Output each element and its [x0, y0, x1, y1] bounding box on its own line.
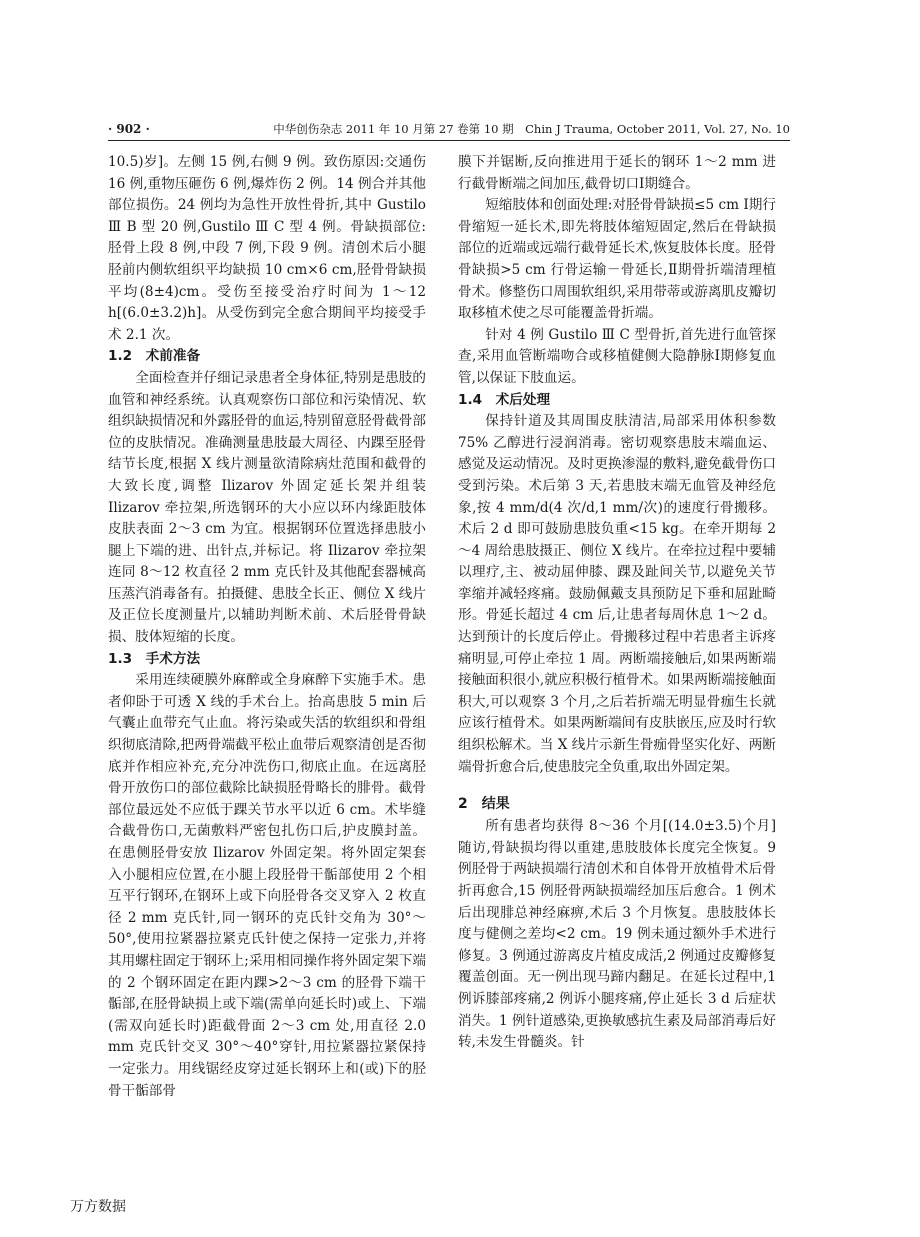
- section-heading-1-2: 1.2 术前准备: [108, 348, 201, 365]
- intro-paragraph: 10.5)岁]。左侧 15 例,右侧 9 例。致伤原因:交通伤 16 例,重物压砸伤 6 例,爆炸伤 2 例。14 例合并其他部位损伤。24 例均为急性开放性骨折,其中 Gustilo Ⅲ B 型 20 例,Gustilo Ⅲ C 型 4 例。骨缺损部位:胫骨上段 8 例,中段 7 例,下段 9 例。清创术后小腿胫前内侧软组织平均缺损 10 cm×6 cm,胫骨骨缺损平均(8±4)cm。受伤至接受治疗时间为 1～12 h[(6.0±3.2)h]。从受伤到完全愈合期间平均接受手术 2.1 次。: [108, 154, 426, 343]
- page-number: · 902 ·: [108, 122, 150, 136]
- running-header: [108, 118, 790, 142]
- section-1-4-body: 保持针道及其周围皮肤清洁,局部采用体积参数 75% 乙醇进行浸润消毒。密切观察患肢末端血运、感觉及运动情况。及时更换渗湿的敷料,避免截骨伤口受到污染。术后第 3 天,若患肢末端无血管及神经危象,按 4 mm/d(4 次/d,1 mm/次)的速度行骨搬移。术后 2 d 即可鼓励患肢负重<15 kg。在牵开期每 2～4 周给患肢摄正、侧位 X 线片。在牵拉过程中要辅以理疗,主、被动屈伸膝、踝及趾间关节,以避免关节挛缩并减轻疼痛。鼓励佩戴支具预防足下垂和屈趾畸形。骨延长超过 4 cm 后,让患者每周休息 1～2 d。达到预计的长度后停止。骨搬移过程中若患者主诉疼痛明显,可停止牵拉 1 周。两断端接触后,如果两断端接触面积很小,就应积极行植骨术。如果两断端接触面积大,可以观察 3 个月,之后若折端无明显骨痂生长就应该行植骨术。如果两断端间有皮肤嵌压,应及时行软组织松解术。当 X 线片示新生骨痂骨坚实化好、两断端骨折愈合后,使患肢完全负重,取出外固定架。: [458, 413, 776, 775]
- section-heading-2-results: 2 结果: [458, 796, 510, 813]
- shortening-paragraph: 短缩肢体和创面处理:对胫骨骨缺损≤5 cm Ⅰ期行骨缩短一延长术,即先将肢体缩短固定,然后在骨缺损部位的近端或远端行截骨延长术,恢复肢体长度。胫骨骨缺损>5 cm 行骨运输－骨延长,Ⅱ期骨折端清理植骨术。修整伤口周围软组织,采用带蒂或游离肌皮瓣切取移植术使之尽可能覆盖骨折端。: [458, 197, 776, 322]
- section-heading-1-3: 1.3 手术方法: [108, 650, 201, 667]
- section-2-body: 所有患者均获得 8～36 个月[(14.0±3.5)个月]随访,骨缺损均得以重建,患肢肢体长度完全恢复。9 例胫骨于两缺损端行清创术和自体骨开放植骨术后骨折再愈合,15 例胫骨两缺损端经加压后愈合。1 例术后出现腓总神经麻痹,术后 3 个月恢复。患肢肢体长度与健侧之差均<2 cm。19 例未通过额外手术进行修复。3 例通过游离皮片植皮成活,2 例通过皮瓣修复覆盖创面。无一例出现马蹄内翻足。在延长过程中,1 例诉膝部疼痛,2 例诉小腿疼痛,停止延长 3 d 后症状消失。1 例针道感染,更换敏感抗生素及局部消毒后好转,未发生骨髓炎。针: [458, 818, 776, 1051]
- section-1-2-body: 全面检查并仔细记录患者全身体征,特别是患肢的血管和神经系统。认真观察伤口部位和污染情况、软组织缺损情况和外露胫骨的血运,特别留意胫骨截骨部位的皮肤情况。准确测量患肢最大周径、内踝至胫骨结节长度,根据 X 线片测量欲清除病灶范围和截骨的大致长度,调整 Ilizarov 外固定延长架并组装 Ilizarov 牵拉架,所选钢环的大小应以环内缘距肢体皮肤表面 2～3 cm 为宜。根据钢环位置选择患肢小腿上下端的进、出针点,并标记。将 Ilizarov 牵拉架连同 8～12 枚直径 2 mm 克氏针及其他配套器械高压蒸汽消毒备有。拍摄健、患肢全长正、侧位 X 线片及正位长度测量片,以辅助判断术前、术后胫骨骨缺损、肢体短缩的长度。: [108, 369, 426, 646]
- section-1-3-body: 采用连续硬膜外麻醉或全身麻醉下实施手术。患者仰卧于可透 X 线的手术台上。抬高患肢 5 min 后气囊止血带充气止血。将污染或失活的软组织和骨组织彻底清除,把两骨端截平松止血带后观察清创是否彻底并作相应补充,充分冲洗伤口,彻底止血。在远离胫骨开放伤口的部位截除比缺损胫骨略长的腓骨。截骨部位最远处不应低于踝关节水平以近 6 cm。术毕缝合截骨伤口,无菌敷料严密包扎伤口后,护皮膜封盖。在患侧胫骨安放 Ilizarov 外固定架。将外固定架套入小腿相应位置,在小腿上段胫骨干骺部使用 2 个相互平行钢环,在钢环上或下向胫骨各交叉穿入 2 枚直径 2 mm 克氏针,同一钢环的克氏针交角为 30°～50°,使用拉紧器拉紧克氏针使之保持一定张力,并将其用螺柱固定于钢环上;采用相同操作将外固定架下端的 2 个钢环固定在距内踝>2～3 cm 的胫骨下端干骺部,在胫骨缺损上或下端(需单向延长时)或上、下端(需双向延长时)距截骨面 2～3 cm 处,用直径 2.0 mm 克氏针交叉 30°～40°穿针,用拉紧器拉紧保持一定张力。用线锯经皮穿过延长钢环上和(或)下的胫骨干骺部骨: [108, 672, 426, 1099]
- watermark-footer: 万方数据: [70, 1199, 126, 1215]
- vascular-paragraph: 针对 4 例 Gustilo Ⅲ C 型骨折,首先进行血管探查,采用血管断端吻合或移植健侧大隐静脉Ⅰ期修复血管,以保证下肢血运。: [458, 326, 776, 386]
- left-column: [108, 152, 426, 1102]
- section-heading-1-4: 1.4 术后处理: [458, 391, 551, 408]
- journal-citation: 中华创伤杂志 2011 年 10 月第 27 卷第 10 期 Chin J Trauma, October 2011, Vol. 27, No. 10: [273, 122, 790, 136]
- header-divider: [108, 140, 790, 141]
- continuation-paragraph: 膜下并锯断,反向推进用于延长的钢环 1～2 mm 进行截骨断端之间加压,截骨切口Ⅰ期缝合。: [458, 154, 776, 192]
- right-column: [458, 152, 776, 1054]
